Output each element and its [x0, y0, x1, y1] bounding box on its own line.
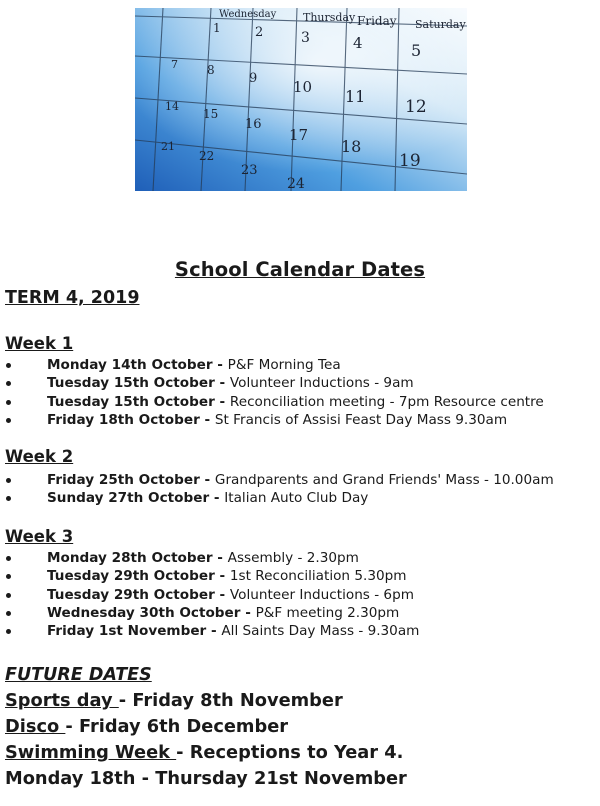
date-number: 22 [199, 149, 215, 163]
date-number: 10 [293, 78, 313, 96]
future-dates-heading: FUTURE DATES [5, 665, 152, 685]
week-heading: Week 1 [5, 334, 74, 353]
event-item: Monday 14th October - P&F Morning Tea [0, 356, 544, 374]
week-heading: Week 2 [5, 447, 74, 466]
future-date-label: Disco [5, 716, 66, 737]
event-date: Friday 1st November [47, 623, 207, 640]
date-number: 18 [341, 137, 362, 156]
event-date: Tuesday 29th October [47, 586, 215, 603]
event-description: St Francis of Assisi Feast Day Mass 9.30am [214, 411, 508, 428]
day-header: Thursday [303, 11, 356, 24]
term-heading: TERM 4, 2019 [5, 288, 140, 308]
future-date-text: - Friday 8th November [118, 690, 343, 711]
event-item: Friday 25th October - Grandparents and Grand Friends' Mass - 10.00am [0, 471, 554, 489]
date-number: 23 [241, 163, 258, 178]
future-date-text: - Friday 6th December [65, 716, 289, 737]
event-date: Wednesday 30th October [47, 604, 241, 621]
day-header: Saturday [415, 18, 466, 31]
event-description: Reconciliation meeting - 7pm Resource centre [229, 393, 544, 410]
event-description: Grandparents and Grand Friends' Mass - 10.00am [214, 472, 554, 488]
event-date: Tuesday 15th October [47, 375, 215, 392]
event-list [0, 356, 544, 429]
day-header: Friday [357, 14, 397, 28]
future-date-label: Sports day [5, 690, 119, 711]
date-number: 11 [345, 87, 366, 106]
date-number: 16 [245, 117, 262, 132]
future-date-label: Swimming Week [5, 742, 177, 763]
event-item: Friday 18th October - St Francis of Assisi Feast Day Mass 9.30am [0, 411, 544, 429]
date-number: 15 [203, 107, 219, 121]
event-item: Sunday 27th October - Italian Auto Club Day [0, 489, 554, 507]
event-list [0, 471, 554, 508]
event-date: Friday 25th October [47, 472, 200, 488]
future-date-item [5, 742, 403, 763]
date-number: 1 [213, 21, 221, 35]
event-description: Assembly - 2.30pm [227, 550, 359, 566]
date-number: 8 [207, 63, 215, 77]
event-date: Sunday 27th October [47, 490, 210, 507]
event-description: P&F Morning Tea [227, 357, 341, 373]
event-item: Tuesday 15th October - Reconciliation meeting - 7pm Resource centre [0, 393, 544, 411]
date-number: 12 [405, 97, 427, 117]
event-item: Tuesday 29th October - Volunteer Inductions - 6pm [0, 586, 419, 604]
event-date: Monday 14th October [47, 357, 213, 373]
date-number: 9 [249, 71, 258, 86]
event-item: Friday 1st November - All Saints Day Mass - 9.30am [0, 622, 419, 640]
event-description: All Saints Day Mass - 9.30am [221, 623, 420, 640]
event-description: Italian Auto Club Day [224, 490, 369, 507]
page-title: School Calendar Dates [174, 258, 426, 281]
event-item: Tuesday 29th October - 1st Reconciliation 5.30pm [0, 567, 419, 585]
date-number: 17 [289, 126, 309, 144]
date-number: 4 [353, 34, 363, 52]
week-heading: Week 3 [5, 527, 74, 546]
future-date-range: Monday 18th - Thursday 21st November [5, 768, 407, 789]
future-date-item [5, 716, 288, 737]
date-number: 14 [165, 100, 179, 113]
event-description: Volunteer Inductions - 6pm [229, 586, 414, 603]
future-date-item [5, 690, 343, 711]
calendar-photo [135, 8, 467, 191]
date-number: 19 [399, 151, 421, 171]
event-date: Tuesday 29th October [47, 568, 215, 585]
event-item: Tuesday 15th October - Volunteer Inductions - 9am [0, 374, 544, 392]
event-date: Tuesday 15th October [47, 393, 215, 410]
date-number: 21 [161, 140, 175, 153]
day-header: Wednesday [219, 9, 277, 20]
event-description: Volunteer Inductions - 9am [229, 375, 414, 392]
event-item: Monday 28th October - Assembly - 2.30pm [0, 549, 419, 567]
event-description: P&F meeting 2.30pm [255, 604, 400, 621]
future-date-text: - Receptions to Year 4. [176, 742, 404, 763]
event-date: Monday 28th October [47, 550, 213, 566]
date-number: 5 [411, 41, 422, 60]
date-number: 3 [301, 30, 310, 46]
event-date: Friday 18th October [47, 411, 200, 428]
event-list [0, 549, 419, 640]
event-description: 1st Reconciliation 5.30pm [229, 568, 407, 585]
date-number: 2 [255, 25, 264, 40]
date-number: 24 [287, 176, 305, 191]
date-number: 7 [171, 58, 178, 71]
event-item: Wednesday 30th October - P&F meeting 2.30pm [0, 604, 419, 622]
